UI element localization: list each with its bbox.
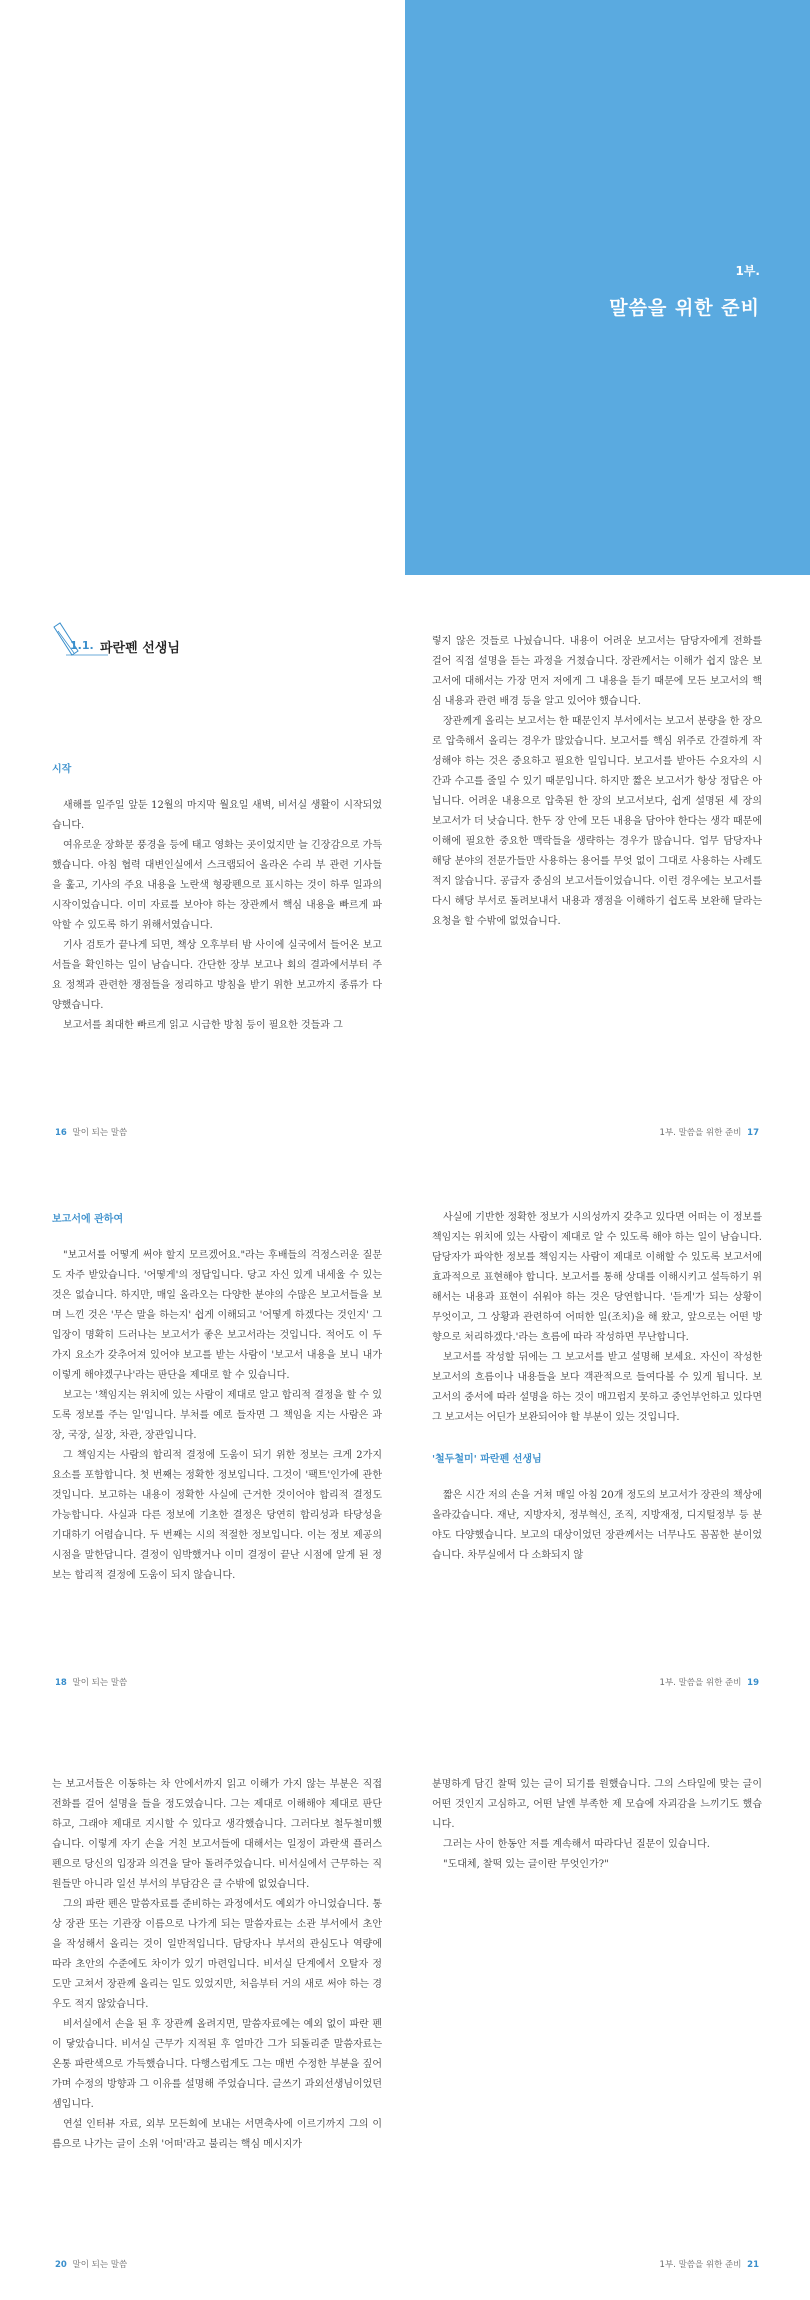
page-number: 16 bbox=[55, 1128, 67, 1138]
page-20 bbox=[52, 1775, 382, 2155]
page-number: 18 bbox=[55, 1678, 67, 1688]
part-title: 말씀을 위한 준비 bbox=[609, 297, 760, 319]
folio-19 bbox=[660, 1676, 762, 1688]
section-heading: 보고서에 관하여 bbox=[52, 1214, 124, 1225]
page-number: 20 bbox=[55, 2260, 67, 2270]
part-cover bbox=[405, 0, 810, 575]
paragraph: 비서실에서 손을 된 후 장관께 올려지면, 말씀자료에는 예외 없이 파란 펜이 닿았습니다. 비서실 근무가 지적된 후 얼마간 그가 되돌리준 말씀자료는 온통 파란색으로 가득했습니다. 다행스럽게도 그는 매번 수정한 부분을 짚어 가며 수정의 방향과 그 이유를 설명해 주었습니다. 글쓰기 과외선생님이었던 셈입니다. bbox=[52, 2019, 382, 2110]
paragraph: 새해를 일주일 앞둔 12월의 마지막 월요일 새벽, 비서실 생활이 시작되었습니다. bbox=[52, 800, 382, 831]
paragraph: 는 보고서들은 이동하는 차 안에서까지 읽고 이해가 가지 않는 부분은 직접 전화를 걸어 설명을 들을 정도였습니다. 그는 제대로 이해해야 제대로 판단하고, 그래야 제대로 지시할 수 있다고 생각했습니다. 그러다보 철두철미했습니다. 이렇게 자기 손을 거친 보고서들에 대해서는 일정이 과란색 플러스펜으로 당신의 입장과 의견을 달아 돌려주었습니다. 비서실에서 근무하는 직원들만 아니라 일선 부서의 부담감은 클 수밖에 없었습니다. bbox=[52, 1779, 382, 1890]
page-17 bbox=[432, 632, 762, 932]
section-heading: '철두철미' 파란펜 선생님 bbox=[432, 1454, 542, 1465]
paragraph: 사실에 기반한 정확한 정보가 시의성까지 갖추고 있다면 어떠는 이 정보를 책임지는 위치에 있는 사람이 제대로 알 수 있도록 해야 하는 일이 남습니다. 담당자가 파악한 정보를 책임지는 사람이 제대로 이해할 수 있도록 보고서에 효과적으로 표현해야 합니다. 보고서를 통해 상대를 이해시키고 설득하기 위해서는 내용과 표현이 쉬워야 하는 것은 당연합니다. '듣게'가 되는 상황이 무엇이고, 그 상황과 관련하여 어떠한 일(조치)을 해 왔고, 앞으로는 어떤 방향으로 처리하겠다.'라는 흐름에 따라 작성하면 무난합니다. bbox=[432, 1212, 762, 1343]
folio-18 bbox=[52, 1676, 127, 1688]
page-18 bbox=[52, 1210, 382, 1586]
paragraph: 보고는 '책임지는 위치에 있는 사람이 제대로 알고 합리적 결정을 할 수 있도록 정보를 주는 일'입니다. 부처를 예로 들자면 그 책임을 지는 사람은 과장, 국장, 실장, 차관, 장관입니다. bbox=[52, 1390, 382, 1441]
paragraph: 보고서를 최대한 빠르게 읽고 시급한 방침 등이 필요한 것들과 그 bbox=[63, 1020, 343, 1031]
paragraph: 여유로운 장화문 풍경을 등에 태고 영화는 곳이었지만 늘 긴장감으로 가득했습니다. 아침 협력 대변인실에서 스크랩되어 올라온 수리 부 관련 기사들을 훑고, 기사의 주요 내용을 노란색 형광펜으로 표시하는 것이 하루 일과의 시작이었습니다. 이미 자료를 보아야 하는 장관께서 핵심 내용을 빠르게 파악할 수 있도록 하기 위해서였습니다. bbox=[52, 840, 382, 931]
page-number: 17 bbox=[747, 1128, 759, 1138]
paragraph: 보고서를 작성할 뒤에는 그 보고서를 받고 설명해 보세요. 자신이 작성한 보고서의 흐름이나 내용들을 보다 객관적으로 들여다볼 수 있게 됩니다. 보고서의 중서에 따라 설명을 하는 것이 매끄럽지 못하고 중언부언하고 있다면 그 보고서는 어딘가 보완되어야 할 부분이 있는 것입니다. bbox=[432, 1352, 762, 1423]
chapter-title: 파란펜 선생님 bbox=[100, 641, 180, 656]
part-running-title: 1부. 말씀을 위한 준비 bbox=[659, 1128, 742, 1138]
paragraph: 그러는 사이 한동안 저를 계속해서 따라다닌 질문이 있습니다. bbox=[443, 1839, 710, 1850]
section-heading: 시작 bbox=[52, 764, 72, 775]
folio-16 bbox=[52, 1126, 127, 1138]
book-title: 말이 되는 말씀 bbox=[72, 2260, 128, 2270]
folio-17 bbox=[660, 1126, 762, 1138]
paragraph: 짧은 시간 저의 손을 거쳐 매일 아침 20개 정도의 보고서가 장관의 책상에 올라갔습니다. 재난, 지방자치, 정부혁신, 조직, 지방재정, 디지털정부 등 분야도 다양했습니다. 보고의 대상이었던 장관께서는 너무나도 꼼꼼한 분이었습니다. 차무실에서 다 소화되지 않 bbox=[432, 1490, 762, 1561]
part-running-title: 1부. 말씀을 위한 준비 bbox=[659, 2260, 742, 2270]
folio-20 bbox=[52, 2258, 127, 2270]
page-21 bbox=[432, 1775, 762, 1875]
paragraph: 그의 파란 펜은 말씀자료를 준비하는 과정에서도 예외가 아니었습니다. 통상 장관 또는 기관장 이름으로 나가게 되는 말씀자료는 소관 부서에서 초안을 작성해서 올리는 것이 일반적입니다. 담당자나 부서의 관심도나 역량에 따라 초안의 수준에도 차이가 있기 마련입니다. 비서실 단계에서 오탈자 정도만 고쳐서 장관께 올리는 일도 있었지만, 처음부터 거의 새로 써야 하는 경우도 적지 않았습니다. bbox=[52, 1899, 382, 2010]
paragraph: 분명하게 담긴 찰떡 있는 글이 되기를 원했습니다. 그의 스타일에 맞는 글이 어떤 것인지 고심하고, 어떤 날엔 부족한 제 모습에 자괴감을 느끼기도 했습니다. bbox=[432, 1779, 762, 1830]
book-title: 말이 되는 말씀 bbox=[72, 1128, 128, 1138]
paragraph: 장관께게 올리는 보고서는 한 때문인지 부서에서는 보고서 분량을 한 장으로 압축해서 올리는 경우가 많았습니다. 보고서를 핵심 위주로 간결하게 작성해야 하는 것은 중요하고 필요한 일입니다. 보고서를 받아든 수요자의 시간과 수고를 줄일 수 있기 때문입니다. 하지만 짧은 보고서가 항상 정답은 아닙니다. 어려운 내용으로 압축된 한 장의 보고서보다, 쉽게 설명된 세 장의 보고서가 더 낫습니다. 한두 장 안에 모든 내용을 담아야 한다는 생각 때문에 이해에 필요한 중요한 맥락들을 생략하는 경우가 많습니다. 업무 담당자나 해당 분야의 전문가들만 사용하는 용어를 무엇 없이 그대로 사용하는 사례도 적지 않습니다. 공급자 중심의 보고서들이었습니다. 이런 경우에는 보고서를 다시 해당 부서로 돌려보내서 내용과 쟁점을 이해하기 쉽도록 보완해 달라는 요청을 할 수밖에 없었습니다. bbox=[432, 716, 762, 927]
paragraph: 렇지 않은 것들로 나눴습니다. 내용이 어려운 보고서는 담당자에게 전화를 걸어 직접 설명을 듣는 과정을 거쳤습니다. 장관께서는 이해가 쉽지 않은 보고서에 대해서는 가장 먼저 저에게 그 내용을 듣기 때문에 모든 보고서의 핵심 내용과 관련 배경 등을 알고 있어야 했습니다. bbox=[432, 636, 762, 707]
paragraph: "보고서를 어떻게 써야 할지 모르겠어요."라는 후배들의 걱정스러운 질문도 자주 받았습니다. '어떻게'의 정답입니다. 당고 자신 있게 내세울 수 있는 것은 없습니다. 하지만, 매일 올라오는 다양한 분야의 수많은 보고서들을 보며 느낀 것은 '무슨 말을 하는지' 쉽게 이해되고 '어떻게 하겠다는 것인지' 그 입장이 명확히 드러나는 보고서가 좋은 보고서라는 것입니다. 적어도 이 두 가지 요소가 갖추어져 있어야 보고를 받는 사람이 '보고서 내용을 보니 내가 이렇게 해야겠구나'라는 판단을 제대로 할 수 있습니다. bbox=[52, 1250, 382, 1381]
part-running-title: 1부. 말씀을 위한 준비 bbox=[659, 1678, 742, 1688]
paragraph: 기사 검토가 끝나게 되면, 책상 오후부터 밤 사이에 실국에서 들어온 보고서들을 확인하는 일이 남습니다. 간단한 장부 보고나 회의 결과에서부터 주요 정책과 관련한 쟁점들을 정리하고 방침을 받기 위한 보고까지 종류가 다양했습니다. bbox=[52, 940, 382, 1011]
part-number: 1부. bbox=[735, 264, 760, 278]
page-number: 21 bbox=[747, 2260, 759, 2270]
page-16 bbox=[52, 760, 382, 1036]
paragraph: 그 책임지는 사람의 합리적 결정에 도움이 되기 위한 정보는 크게 2가지 요소를 포함합니다. 첫 번째는 정확한 정보입니다. 그것이 '팩트'인가에 관한 것입니다. 보고하는 내용이 정확한 사실에 근거한 것이어야 합리적 결정도 가능합니다. 사실과 다른 정보에 기초한 결정은 당연히 합리성과 타당성을 기대하기 어렵습니다. 두 번째는 시의 적절한 정보입니다. 이는 정보 제공의 시점을 말한답니다. 결정이 임박했거나 이미 결정이 끝난 시점에 알게 된 정보는 합리적 결정에 도움이 되지 않습니다. bbox=[52, 1450, 382, 1581]
chapter-heading bbox=[48, 617, 378, 657]
page-19 bbox=[432, 1208, 762, 1566]
quote: "도대체, 찰떡 있는 글이란 무엇인가?" bbox=[443, 1859, 609, 1870]
chapter-number: 1.1. bbox=[70, 639, 94, 652]
page-number: 19 bbox=[747, 1678, 759, 1688]
book-title: 말이 되는 말씀 bbox=[72, 1678, 128, 1688]
folio-21 bbox=[660, 2258, 762, 2270]
paragraph: 연설 인터뷰 자료, 외부 모든회에 보내는 서면축사에 이르기까지 그의 이름으로 나가는 글이 소위 '어떠'라고 불리는 핵심 메시지가 bbox=[52, 2119, 382, 2150]
